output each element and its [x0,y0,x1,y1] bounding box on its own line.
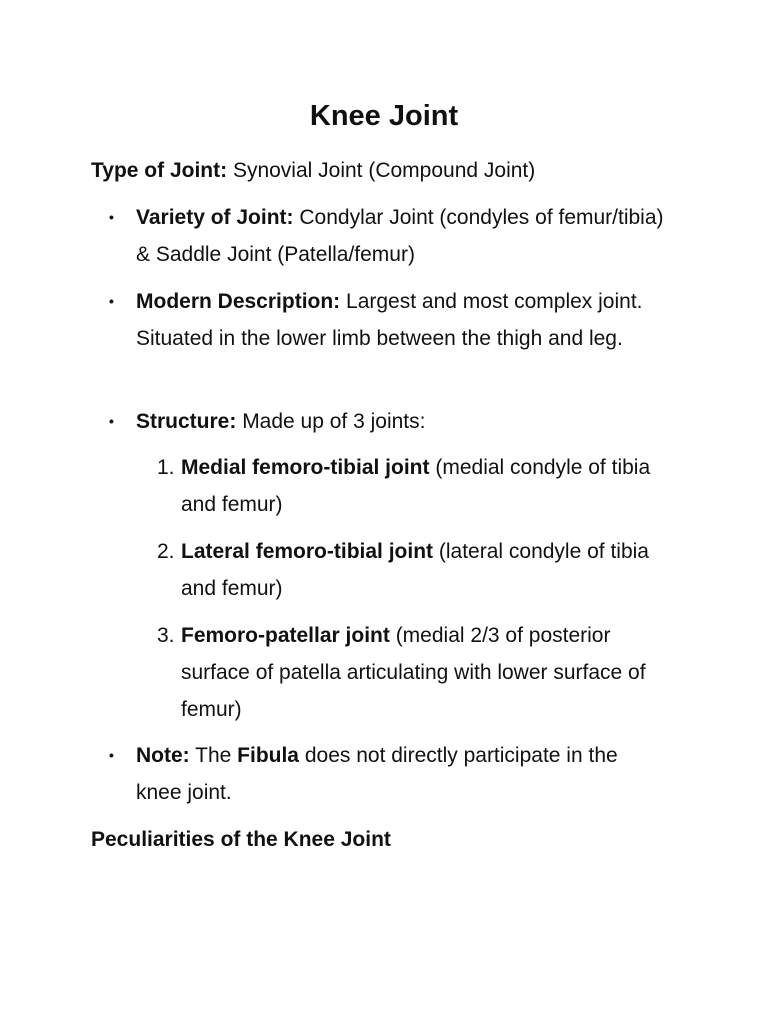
list-number: 1. [157,456,175,479]
bullet-body [136,403,669,440]
note-label: Note: [136,744,190,767]
bullet-body [136,199,669,273]
type-of-joint-label: Type of Joint: [91,159,228,182]
joint-name: Lateral femoro-tibial joint [181,540,434,563]
type-of-joint-text: Synovial Joint (Compound Joint) [227,159,536,182]
bullet-icon: • [109,413,114,429]
note-emphasis: Fibula [237,744,299,767]
note-text-before: The [189,744,238,767]
bullet-note [109,737,669,811]
joint-name: Medial femoro-tibial joint [181,456,430,479]
bullet-icon: • [109,209,114,225]
list-item-body [181,533,677,607]
list-number: 3. [157,624,175,647]
page-title: Knee Joint [309,100,459,132]
bullet-text: Condylar Joint (condyles of femur/tibia) & Saddle Joint (Patella/femur) [136,206,664,266]
structure-joint-item-2 [157,533,677,607]
type-of-joint-line [91,155,711,187]
bullet-structure [109,403,669,440]
bullet-modern-description [109,283,669,357]
bullet-icon: • [109,293,114,309]
bullet-body [136,737,669,811]
bullet-variety-of-joint [109,199,669,273]
note-text-after: does not directly participate in the knee joint. [136,744,618,804]
list-number: 2. [157,540,175,563]
structure-joint-item-1 [157,449,677,523]
joint-description: (lateral condyle of tibia and femur) [181,540,649,600]
joint-description: (medial condyle of tibia and femur) [181,456,651,516]
structure-joint-item-3 [157,617,677,728]
bullet-body [136,283,669,357]
bullet-icon: • [109,747,114,763]
bullet-text: Largest and most complex joint. Situated in the lower limb between the thigh and leg. [136,290,643,350]
list-item-body [181,449,677,523]
joint-description: (medial 2/3 of posterior surface of patella articulating with lower surface of femur) [181,624,646,721]
bullet-label: Modern Description: [136,290,341,313]
joint-name: Femoro-patellar joint [181,624,390,647]
bullet-label: Variety of Joint: [136,206,294,229]
bullet-label: Structure: [136,410,237,433]
bullet-text: Made up of 3 joints: [236,410,426,433]
section-heading: Peculiarities of the Knee Joint [91,828,391,851]
list-item-body [181,617,677,728]
